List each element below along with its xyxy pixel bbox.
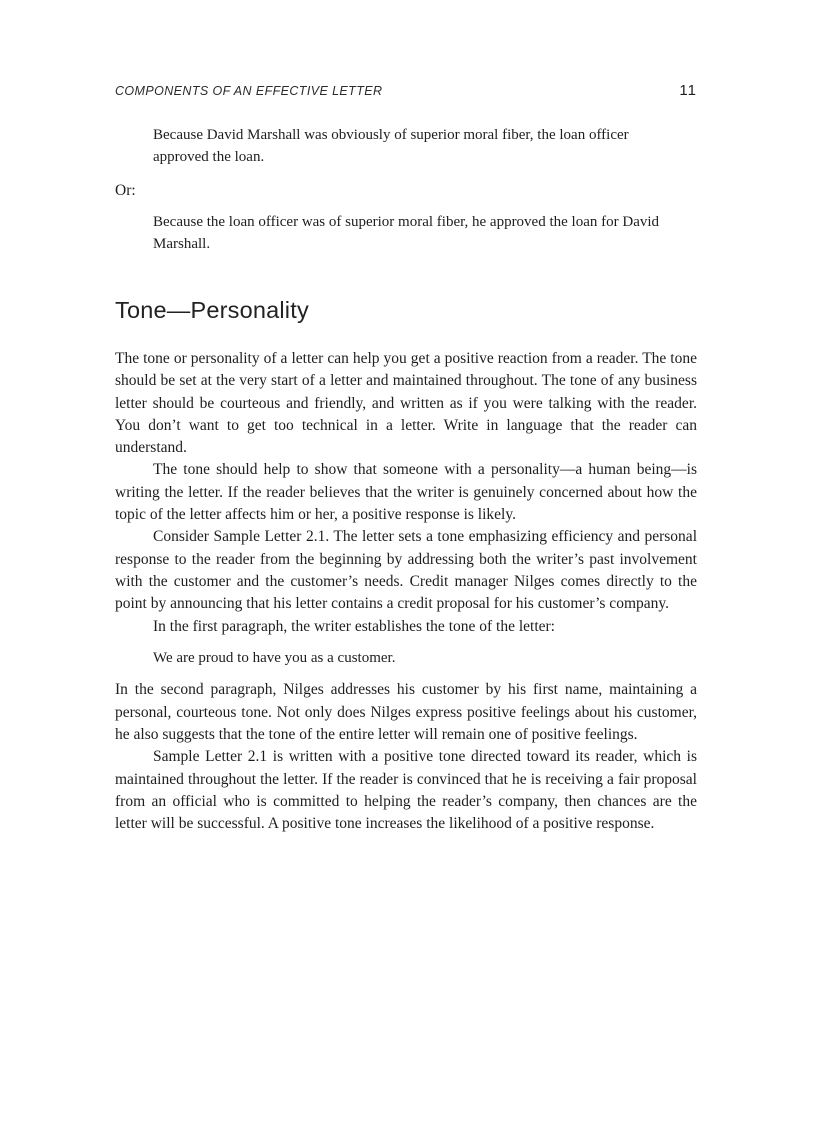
paragraph-2: The tone should help to show that someone with a personality—a human being—is writing the letter. If the reader believes that the writer is genuinely concerned about how the topic of the letter affects him or her, a positive response is likely. <box>115 461 697 524</box>
page-number: 11 <box>679 82 697 99</box>
page-header <box>115 82 697 99</box>
block-quote-3: We are proud to have you as a customer. <box>153 649 396 666</box>
running-header-title: COMPONENTS OF AN EFFECTIVE LETTER <box>115 84 383 98</box>
paragraph-1: The tone or personality of a letter can help you get a positive reaction from a reader. The tone should be set at the very start of a letter and maintained throughout. The tone of any business letter should be courteous and friendly, and written as if you were talking with the reader. You don’t want to get too technical in a letter. Write in language that the reader can understand. <box>115 350 697 457</box>
section-heading: Tone—Personality <box>115 297 309 323</box>
paragraph-4: In the first paragraph, the writer establishes the tone of the letter: <box>153 617 555 635</box>
block-quote-2: Because the loan officer was of superior moral fiber, he approved the loan for David Marshall. <box>153 214 660 252</box>
paragraph-6: Sample Letter 2.1 is written with a positive tone directed toward its reader, which is maintained throughout the letter. If the reader is convinced that he is receiving a fair proposal from an official who is committed to helping the reader’s company, then chances are the letter will be successful. A positive tone increases the likelihood of a positive response. <box>115 748 697 833</box>
paragraph-5: In the second paragraph, Nilges addresses his customer by his first name, maintaining a personal, courteous tone. Not only does Nilges express positive feelings about his customer, he also suggests that the tone of the entire letter will remain one of positive feelings. <box>115 681 697 743</box>
block-quote-1: Because David Marshall was obviously of superior moral fiber, the loan officer approved the loan. <box>153 127 629 165</box>
or-connector-text: Or: <box>115 182 136 199</box>
paragraph-3: Consider Sample Letter 2.1. The letter sets a tone emphasizing efficiency and personal response to the reader from the beginning by addressing both the writer’s past involvement with the customer and the customer’s needs. Credit manager Nilges comes directly to the point by announcing that his letter contains a credit proposal for his customer’s company. <box>115 528 697 613</box>
